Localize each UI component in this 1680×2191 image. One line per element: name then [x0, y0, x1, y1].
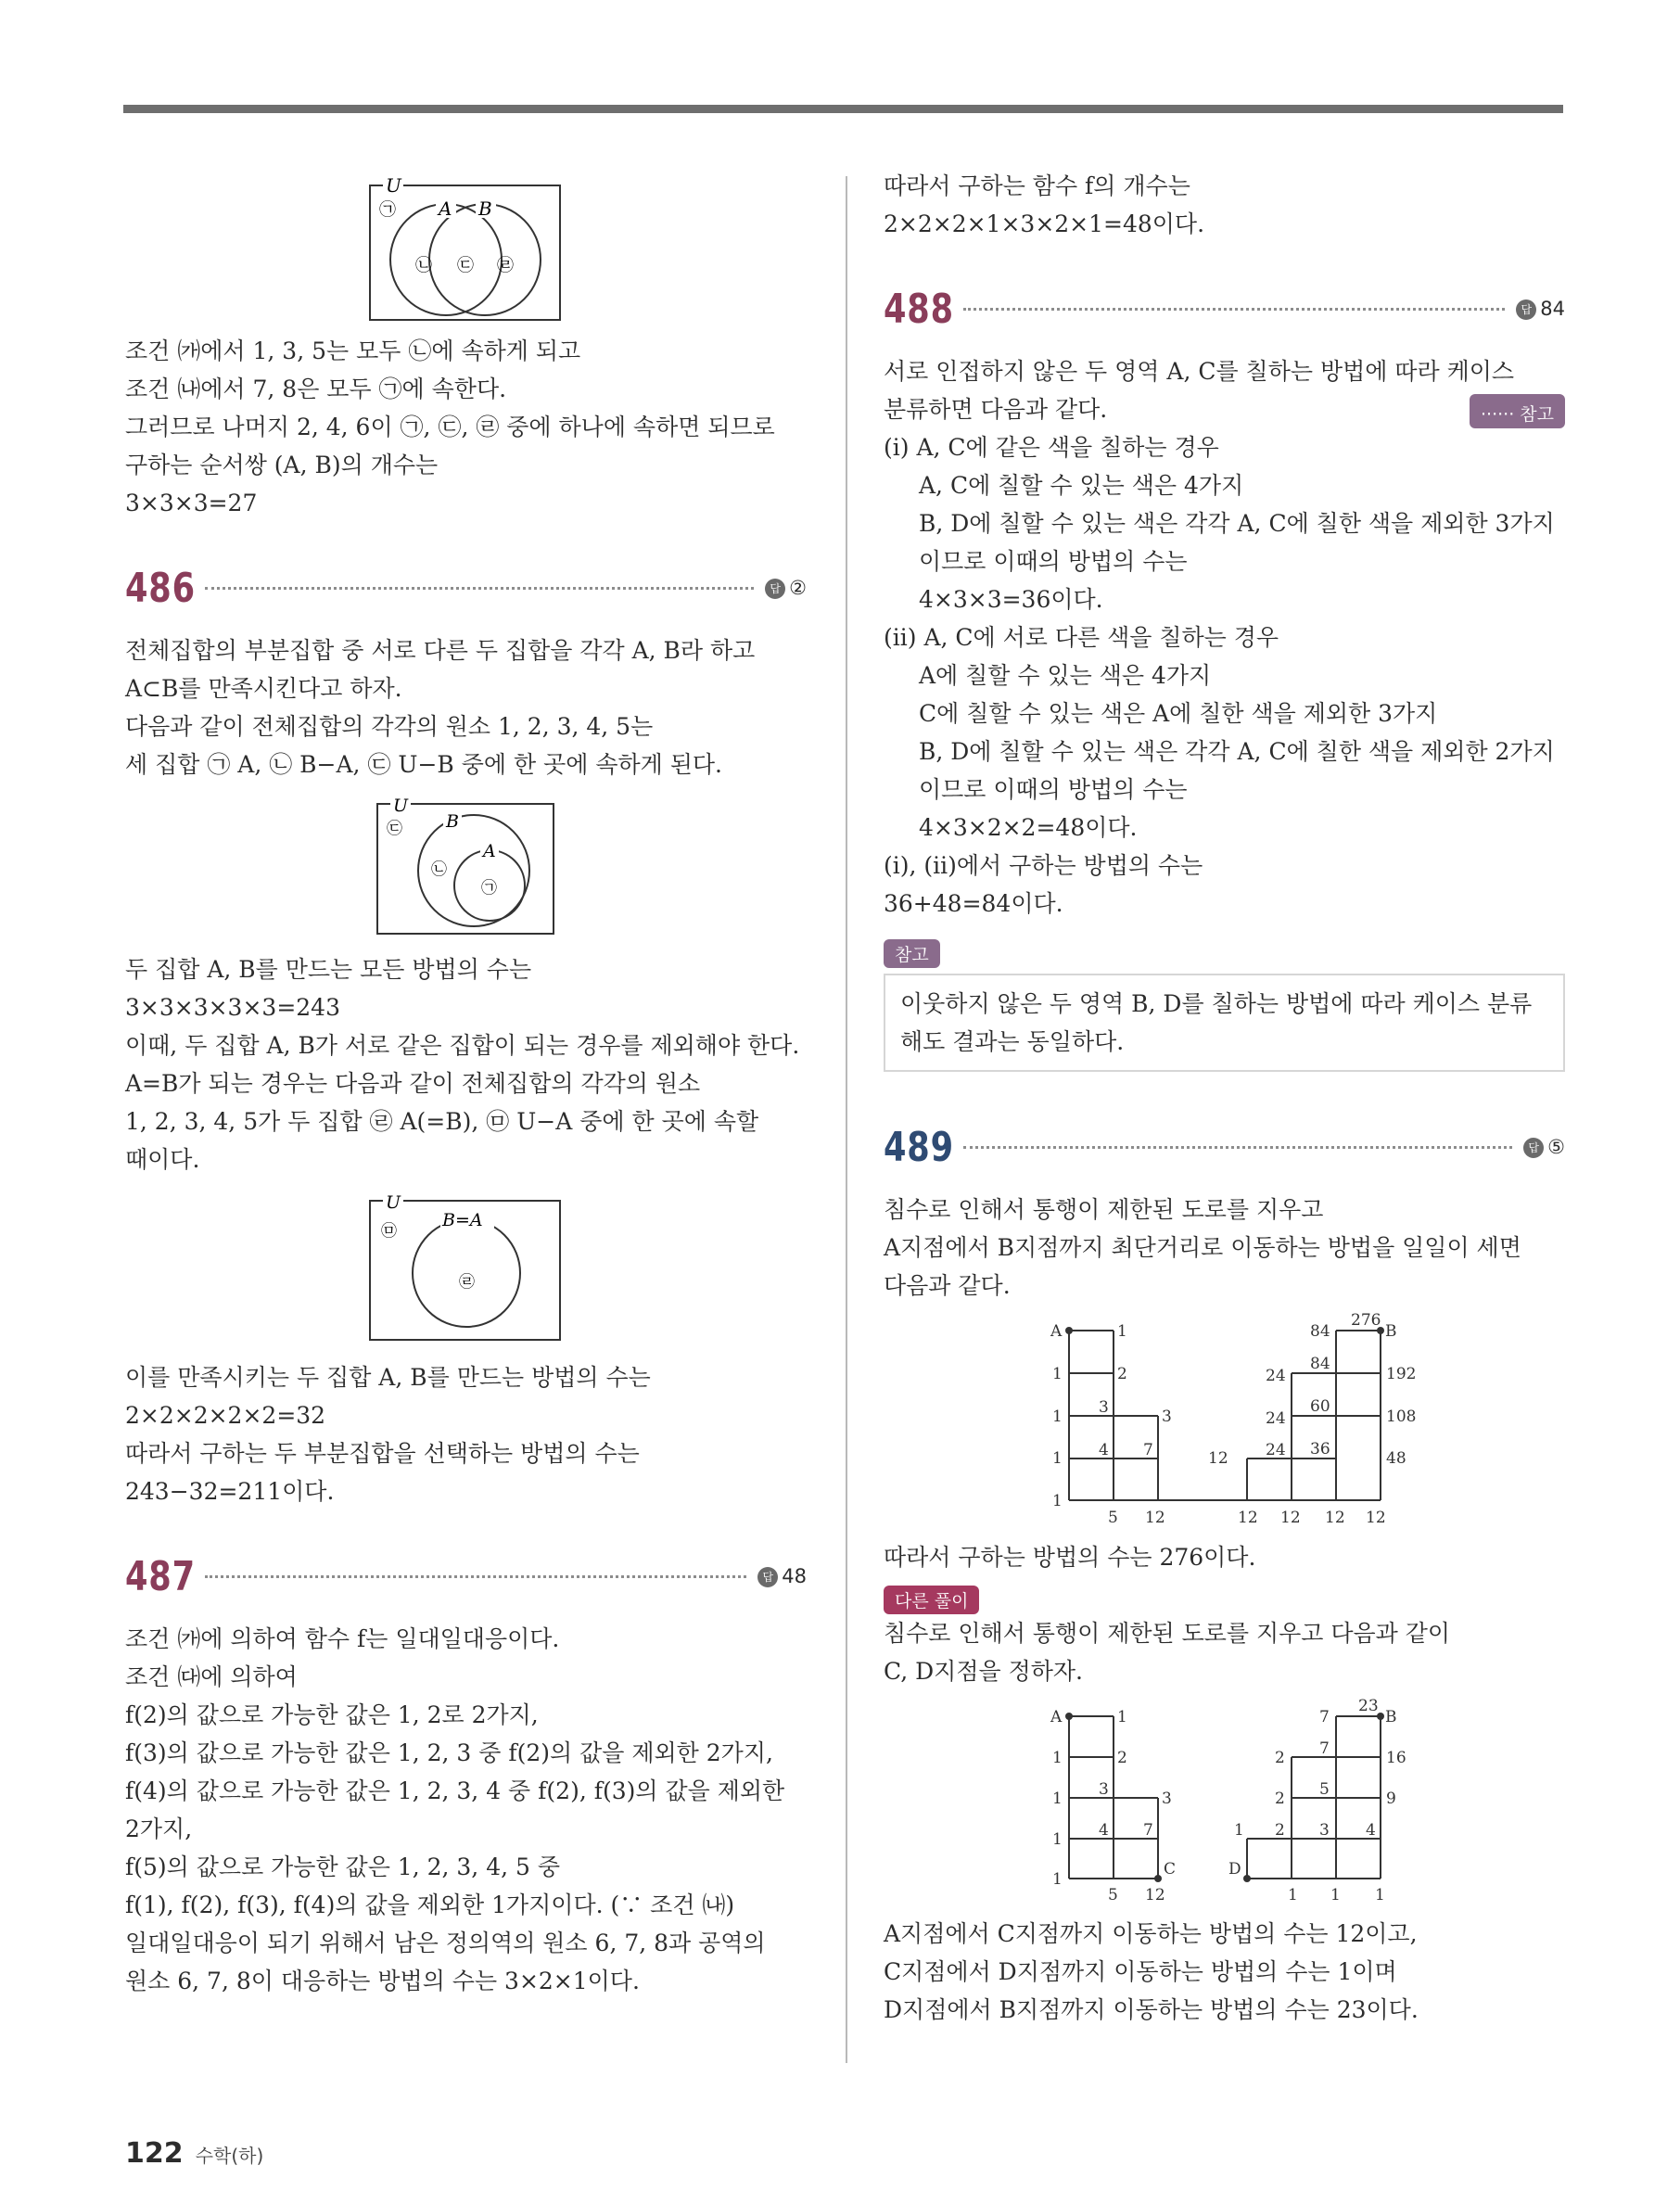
text-span: 분류하면 다음과 같다. — [884, 396, 1108, 423]
grid2-count: 2 — [1275, 1790, 1285, 1808]
grid1-count: 192 — [1386, 1365, 1417, 1383]
grid1-count: 7 — [1143, 1441, 1153, 1459]
note-line: 이웃하지 않은 두 영역 B, D를 칠하는 방법에 따라 케이스 분류 — [900, 990, 1533, 1017]
alt-solution-section — [884, 1586, 1565, 1614]
grid1-label-a: A — [1050, 1322, 1063, 1341]
grid1-count: 12 — [1280, 1509, 1301, 1527]
grid2-count: 7 — [1143, 1821, 1153, 1840]
grid2-label-c: C — [1164, 1860, 1177, 1879]
text-line: 때이다. — [125, 1146, 200, 1173]
dotted-leader — [963, 1146, 1512, 1149]
grid2-count: 3 — [1319, 1821, 1330, 1840]
text-line: A, C에 칠할 수 있는 색은 4가지 — [919, 472, 1244, 499]
grid2-label-b: B — [1385, 1708, 1397, 1726]
text-line: f(5)의 값으로 가능한 값은 1, 2, 3, 4, 5 중 — [125, 1853, 561, 1880]
text-line: f(1), f(2), f(3), f(4)의 값을 제외한 1가지이다. (∵ 조건 ㈏) — [125, 1892, 735, 1918]
venn1-region-4: ㉣ — [497, 256, 514, 275]
solution-487 — [125, 1620, 807, 2000]
grid1-count: 84 — [1310, 1355, 1330, 1373]
grid2-count: 1 — [1234, 1821, 1244, 1840]
grid2-count: 1 — [1052, 1870, 1063, 1889]
venn3-label-u: U — [386, 1192, 401, 1213]
answer-icon: 답 — [1523, 1138, 1544, 1158]
answer-icon: 답 — [757, 1567, 778, 1587]
grid1-count: 1 — [1052, 1449, 1063, 1468]
answer-value: 84 — [1540, 298, 1565, 320]
problem-number: 486 — [125, 564, 196, 612]
note-section — [884, 939, 1565, 1072]
problem-header-486 — [125, 557, 807, 618]
grid1-count: 108 — [1386, 1408, 1417, 1426]
grid-path-diagram-2 — [1032, 1698, 1565, 1911]
grid1-count: 1 — [1052, 1408, 1063, 1426]
dotted-leader — [963, 308, 1505, 311]
venn1-label-a: A — [439, 197, 452, 220]
right-column — [884, 167, 1565, 2029]
text-line: 따라서 구하는 함수 f의 개수는 — [884, 172, 1190, 199]
text-line: A에 칠할 수 있는 색은 4가지 — [919, 662, 1212, 689]
grid1-count: 12 — [1145, 1509, 1165, 1527]
venn1-label-u: U — [386, 174, 401, 197]
reference-link[interactable]: ······ 참고 — [1470, 394, 1565, 428]
text-line: 3×3×3=27 — [125, 490, 258, 516]
note-line: 해도 결과는 동일하다. — [900, 1028, 1125, 1055]
grid2-count: 1 — [1288, 1886, 1298, 1904]
grid2-count: 2 — [1117, 1749, 1127, 1767]
text-line: 이때, 두 집합 A, B가 서로 같은 집합이 되는 경우를 제외해야 한다. — [125, 1032, 800, 1059]
subject-label: 수학(하) — [195, 2145, 264, 2167]
grid1-count: 84 — [1310, 1322, 1330, 1341]
venn1-region-1: ㉠ — [379, 200, 396, 220]
text-line: 침수로 인해서 통행이 제한된 도로를 지우고 다음과 같이 — [884, 1620, 1451, 1647]
text-line: 4×3×3=36이다. — [919, 586, 1103, 613]
grid2-count: 3 — [1162, 1790, 1172, 1808]
venn2-region-1: ㉠ — [481, 879, 497, 898]
grid2-count: 7 — [1319, 1708, 1330, 1726]
text-line: 이므로 이때의 방법의 수는 — [919, 776, 1188, 803]
grid1-count: 48 — [1386, 1449, 1406, 1468]
text-line: (ⅰ) A, C에 같은 색을 칠하는 경우 — [884, 434, 1219, 461]
left-column — [125, 167, 807, 2000]
grid1-count: 1 — [1117, 1322, 1127, 1341]
text-line: 다음과 같다. — [884, 1272, 1011, 1299]
grid2-count: 12 — [1145, 1886, 1165, 1904]
grid1-count: 3 — [1099, 1398, 1109, 1417]
answer-label — [1523, 1136, 1565, 1158]
note-badge: 참고 — [884, 939, 940, 968]
text-line: 조건 ㈐에 의하여 — [125, 1663, 298, 1690]
grid1-count: 12 — [1238, 1509, 1258, 1527]
venn2-region-3: ㉢ — [387, 820, 402, 838]
page-number: 122 — [125, 2137, 184, 2170]
text-line: 4×3×2×2=48이다. — [919, 814, 1138, 841]
grid2-count: 4 — [1099, 1821, 1109, 1840]
text-line: B, D에 칠할 수 있는 색은 각각 A, C에 칠한 색을 제외한 2가지 — [919, 738, 1555, 765]
grid1-count: 5 — [1108, 1509, 1118, 1527]
text-line: C, D지점을 정하자. — [884, 1658, 1083, 1685]
page-footer — [125, 2137, 263, 2170]
grid1-count: 24 — [1266, 1409, 1286, 1428]
column-divider — [846, 176, 847, 2063]
text-line: A지점에서 B지점까지 최단거리로 이동하는 방법을 일일이 세면 — [884, 1234, 1521, 1261]
text-line: B, D에 칠할 수 있는 색은 각각 A, C에 칠한 색을 제외한 3가지 — [919, 510, 1555, 537]
note-box — [884, 974, 1565, 1072]
solution-488 — [884, 352, 1565, 1072]
grid1-count: 12 — [1325, 1509, 1345, 1527]
dotted-leader — [205, 587, 754, 590]
solution-489 — [884, 1191, 1565, 2029]
grid2-count: 7 — [1319, 1739, 1330, 1758]
grid2-label-a: A — [1050, 1708, 1063, 1726]
venn1-region-2: ㉡ — [415, 256, 432, 275]
grid2-count: 1 — [1052, 1830, 1063, 1849]
text-line: f(2)의 값으로 가능한 값은 1, 2로 2가지, — [125, 1701, 539, 1728]
text-line: 36+48=84이다. — [884, 890, 1063, 917]
text-line: (ⅱ) A, C에 서로 다른 색을 칠하는 경우 — [884, 624, 1279, 651]
grid2-count: 5 — [1108, 1886, 1118, 1904]
venn-diagram-2 — [374, 793, 807, 939]
text-line: 조건 ㈎에서 1, 3, 5는 모두 ㉡에 속하게 되고 — [125, 338, 581, 364]
text-line: 서로 인접하지 않은 두 영역 A, C를 칠하는 방법에 따라 케이스 — [884, 358, 1515, 385]
text-line: 조건 ㈏에서 7, 8은 모두 ㉠에 속한다. — [125, 376, 507, 402]
text-line: f(3)의 값으로 가능한 값은 1, 2, 3 중 f(2)의 값을 제외한 2가지, — [125, 1739, 773, 1766]
text-line: 이므로 이때의 방법의 수는 — [919, 548, 1188, 575]
grid2-count: 2 — [1275, 1749, 1285, 1767]
text-line: 2×2×2×1×3×2×1=48이다. — [884, 210, 1205, 237]
answer-value: 48 — [782, 1565, 807, 1587]
grid2-count: 2 — [1275, 1821, 1285, 1840]
grid1-count: 24 — [1266, 1367, 1286, 1385]
grid1-count: 1 — [1052, 1492, 1063, 1510]
answer-label — [765, 577, 807, 599]
grid1-count: 2 — [1117, 1365, 1127, 1383]
problem-header-489 — [884, 1116, 1565, 1178]
grid1-count: 24 — [1266, 1441, 1286, 1459]
grid2-count: 1 — [1375, 1886, 1385, 1904]
problem-number: 488 — [884, 285, 954, 333]
answer-label — [1516, 298, 1565, 320]
grid1-count: 3 — [1162, 1408, 1172, 1426]
text-line: (ⅰ), (ⅱ)에서 구하는 방법의 수는 — [884, 852, 1203, 879]
top-rule — [123, 105, 1563, 113]
grid1-count: 4 — [1099, 1441, 1109, 1459]
text-line: 그러므로 나머지 2, 4, 6이 ㉠, ㉢, ㉣ 중에 하나에 속하면 되므로 — [125, 414, 775, 440]
text-line: 전체집합의 부분집합 중 서로 다른 두 집합을 각각 A, B라 하고 — [125, 637, 756, 664]
text-line: 다음과 같이 전체집합의 각각의 원소 1, 2, 3, 4, 5는 — [125, 713, 654, 740]
answer-icon: 답 — [1516, 299, 1536, 320]
text-line: 세 집합 ㉠ A, ㉡ B−A, ㉢ U−B 중에 한 곳에 속하게 된다. — [125, 751, 722, 778]
text-line: 두 집합 A, B를 만드는 모든 방법의 수는 — [125, 956, 532, 983]
answer-icon: 답 — [765, 579, 785, 599]
grid2-count: 16 — [1386, 1749, 1406, 1767]
grid1-count: 60 — [1310, 1397, 1330, 1416]
grid1-count: 276 — [1351, 1312, 1381, 1330]
text-line: A⊂B를 만족시킨다고 하자. — [125, 675, 402, 702]
grid2-count: 1 — [1052, 1790, 1063, 1808]
grid-path-diagram-1 — [1032, 1312, 1565, 1535]
problem-header-488 — [884, 278, 1565, 339]
text-line: 따라서 구하는 두 부분집합을 선택하는 방법의 수는 — [125, 1440, 640, 1467]
venn2-label-b: B — [446, 811, 459, 832]
dotted-leader — [205, 1575, 746, 1578]
venn3-region-4: ㉣ — [459, 1273, 475, 1292]
venn3-label-ba: B=A — [442, 1210, 483, 1230]
grid2-count: 9 — [1386, 1790, 1396, 1808]
venn-diagram-3 — [364, 1190, 807, 1347]
grid2-label-d: D — [1228, 1860, 1241, 1879]
text-line: 따라서 구하는 방법의 수는 276이다. — [884, 1544, 1256, 1571]
venn2-region-2: ㉡ — [431, 860, 447, 879]
answer-value: ② — [789, 577, 807, 599]
grid2-count: 1 — [1117, 1708, 1127, 1726]
solution-485-continued — [125, 332, 807, 522]
text-line: 이를 만족시키는 두 집합 A, B를 만드는 방법의 수는 — [125, 1364, 651, 1391]
text-line: 2가지, — [125, 1815, 193, 1842]
grid2-count: 23 — [1358, 1698, 1379, 1715]
text-line: D지점에서 B지점까지 이동하는 방법의 수는 23이다. — [884, 1996, 1419, 2023]
text-line: 1, 2, 3, 4, 5가 두 집합 ㉣ A(=B), ㉤ U−A 중에 한 곳에 속할 — [125, 1108, 759, 1135]
text-line: 침수로 인해서 통행이 제한된 도로를 지우고 — [884, 1196, 1324, 1223]
text-line: A=B가 되는 경우는 다음과 같이 전체집합의 각각의 원소 — [125, 1070, 701, 1097]
text-line: C지점에서 D지점까지 이동하는 방법의 수는 1이며 — [884, 1958, 1397, 1985]
grid1-count: 1 — [1052, 1365, 1063, 1383]
solution-487-continued — [884, 167, 1565, 243]
problem-number: 487 — [125, 1552, 196, 1600]
answer-label — [757, 1565, 807, 1587]
solution-486 — [125, 631, 807, 1510]
text-line: 구하는 순서쌍 (A, B)의 개수는 — [125, 452, 439, 478]
problem-number: 489 — [884, 1123, 954, 1171]
venn1-region-3: ㉢ — [457, 256, 474, 275]
grid2-count: 5 — [1319, 1780, 1330, 1799]
grid1-count: 36 — [1310, 1440, 1330, 1459]
venn-diagram-1 — [364, 167, 807, 332]
grid2-count: 4 — [1366, 1821, 1376, 1840]
venn2-label-a: A — [483, 841, 496, 861]
venn2-label-u: U — [393, 796, 409, 816]
answer-value: ⑤ — [1547, 1136, 1565, 1158]
text-line — [884, 390, 1565, 428]
text-line: A지점에서 C지점까지 이동하는 방법의 수는 12이고, — [884, 1920, 1418, 1947]
text-line: 일대일대응이 되기 위해서 남은 정의역의 원소 6, 7, 8과 공역의 — [125, 1930, 766, 1956]
problem-header-487 — [125, 1546, 807, 1607]
text-line: 원소 6, 7, 8이 대응하는 방법의 수는 3×2×1이다. — [125, 1968, 640, 1994]
venn3-region-5: ㉤ — [381, 1222, 397, 1241]
grid2-count: 1 — [1052, 1749, 1063, 1767]
text-line: C에 칠할 수 있는 색은 A에 칠한 색을 제외한 3가지 — [919, 700, 1438, 727]
text-line: 조건 ㈎에 의하여 함수 f는 일대일대응이다. — [125, 1625, 560, 1652]
grid1-label-b: B — [1385, 1322, 1397, 1341]
grid2-count: 3 — [1099, 1780, 1109, 1799]
text-line: 243−32=211이다. — [125, 1478, 335, 1505]
text-line: f(4)의 값으로 가능한 값은 1, 2, 3, 4 중 f(2), f(3)의 값을 제외한 — [125, 1777, 785, 1804]
grid1-count: 12 — [1208, 1449, 1228, 1468]
venn1-label-b: B — [478, 197, 492, 220]
grid2-count: 1 — [1330, 1886, 1341, 1904]
alt-solution-badge: 다른 풀이 — [884, 1586, 979, 1614]
text-line: 2×2×2×2×2=32 — [125, 1402, 326, 1429]
text-line: 3×3×3×3×3=243 — [125, 994, 340, 1021]
grid1-count: 12 — [1366, 1509, 1386, 1527]
